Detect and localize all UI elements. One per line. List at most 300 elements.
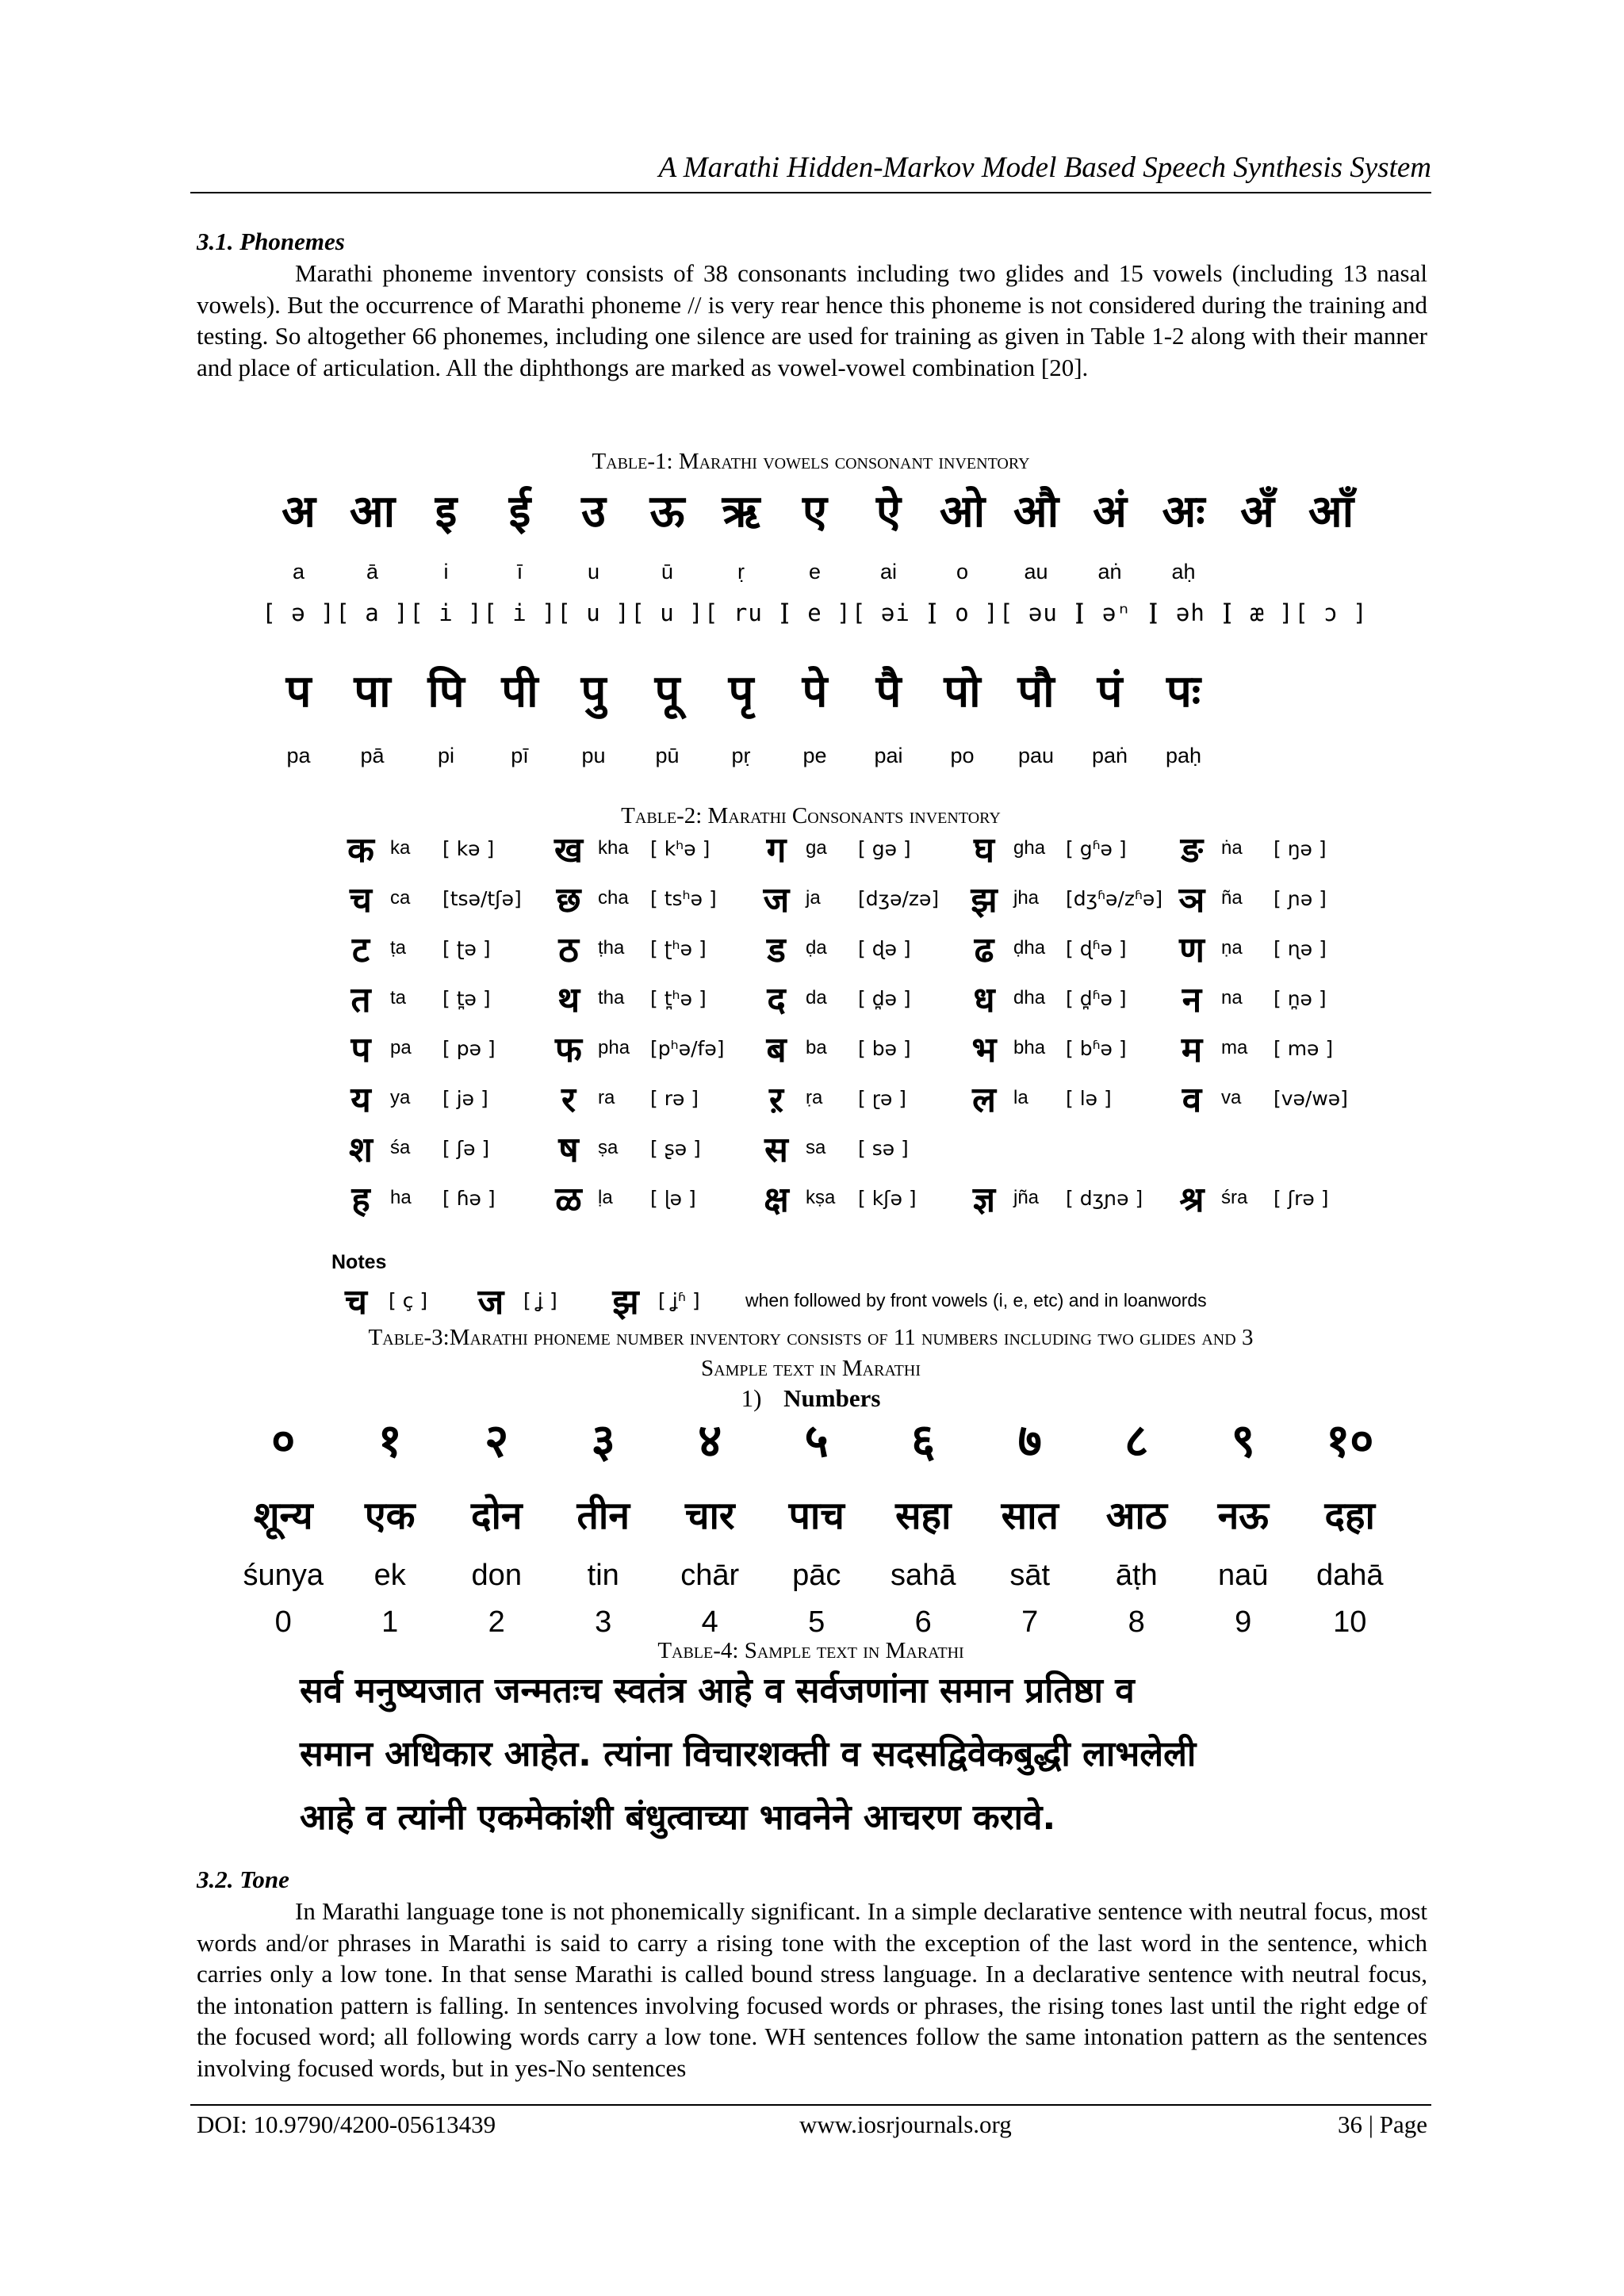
consonant-translit: ga	[806, 837, 827, 859]
vowel-translit: o	[956, 560, 969, 584]
consonant-ipa: [pʰə/fə]	[650, 1036, 725, 1060]
consonant-cell	[747, 1024, 955, 1072]
consonant-glyph: श्र	[1179, 1180, 1205, 1220]
vowel-translit: ai	[879, 560, 897, 584]
consonant-ipa: [tsə/tʃə]	[442, 886, 522, 910]
vowel-glyph: ए	[802, 486, 827, 538]
consonant-glyph: ङ	[1180, 830, 1204, 871]
number-arabic-row	[230, 1605, 1404, 1640]
consonant-ipa: [ tsʰə ]	[650, 886, 717, 910]
consonant-glyph: च	[350, 880, 372, 920]
consonant-glyph: ठ	[558, 930, 579, 970]
footer-website: www.iosrjournals.org	[799, 2110, 1012, 2138]
vowel-ipa: [ əⁿ ]	[1073, 599, 1161, 626]
number-digit: ३	[591, 1414, 615, 1468]
consonant-glyph: ध	[973, 980, 995, 1020]
consonant-cell	[539, 974, 747, 1022]
section-heading-tone: 3.2. Tone	[197, 1866, 289, 1893]
consonant-glyph: ज्ञ	[972, 1180, 996, 1220]
header-rule	[190, 192, 1431, 193]
vowel-glyph: औ	[1013, 486, 1059, 538]
consonant-cell	[1162, 874, 1370, 922]
consonant-ipa: [ bə ]	[858, 1036, 911, 1060]
consonant-ipa: [ sə ]	[858, 1136, 909, 1160]
vowel-translit	[1294, 560, 1368, 584]
number-word: नऊ	[1217, 1494, 1269, 1538]
pa-form-glyph: पे	[802, 666, 828, 718]
table3-caption-line1: Table-3:Marathi phoneme number inventory consists of 11 numbers including two glides and 3	[368, 1325, 1254, 1350]
number-digit: ७	[1017, 1414, 1042, 1468]
pa-form-translit: pi	[437, 744, 454, 767]
notes-text: when followed by front vowels (i, e, etc) and in loanwords	[745, 1289, 1207, 1311]
consonant-ipa: [ ɲə ]	[1274, 886, 1327, 910]
consonant-translit: ya	[390, 1087, 411, 1108]
consonant-glyph: स	[764, 1130, 788, 1170]
vowel-ipa-row	[262, 599, 1388, 626]
sample-text-line-2: समान अधिकार आहेत. त्यांना विचारशक्ती व सदसद्विवेकबुद्धी लाभलेली	[300, 1734, 1197, 1774]
number-arabic: 7	[1021, 1605, 1039, 1639]
consonant-translit: gha	[1013, 837, 1046, 859]
consonant-glyph: ळ	[555, 1180, 582, 1220]
pa-form-glyph: पि	[427, 666, 465, 718]
note-glyph: ज	[477, 1282, 504, 1322]
number-romanized: sahā	[891, 1559, 956, 1592]
note-ipa: [ ʝ ]	[523, 1288, 557, 1312]
consonant-ipa: [ gə ]	[858, 836, 911, 860]
consonant-glyph: ज	[763, 880, 790, 920]
phonemes-paragraph-text: Marathi phoneme inventory consists of 38 consonants including two glides and 15 vowels (including 13 nasal vowels). But the occurrence of Marathi phoneme // is very rear hence this phoneme is not considered during the training and testing. So altogether 66 phonemes, including one silence are used for training as given in Table 1-2 along with their manner and place of articulation. All the diphthongs are marked as vowel-vowel combination [20].	[197, 259, 1427, 381]
consonant-translit: bha	[1013, 1037, 1046, 1058]
vowel-translit-row	[262, 560, 1388, 584]
vowel-glyph: ऋ	[722, 486, 760, 538]
consonant-cell	[955, 825, 1162, 872]
consonant-glyph: र	[561, 1080, 576, 1120]
number-digit: ४	[698, 1414, 722, 1468]
consonant-glyph: थ	[557, 980, 580, 1020]
consonant-cell	[955, 874, 1162, 922]
pa-form-translit: pū	[655, 744, 680, 767]
number-word: दहा	[1324, 1494, 1375, 1538]
consonant-ipa: [ n̪ə ]	[1274, 986, 1327, 1010]
consonant-translit: ma	[1221, 1037, 1248, 1058]
consonant-ipa: [ ʈə ]	[442, 936, 491, 960]
vowel-ipa: [ ɔ ]	[1294, 599, 1368, 626]
consonant-ipa: [dʒʱə/zʱə]	[1066, 886, 1163, 910]
consonant-translit: ḍha	[1013, 937, 1046, 959]
consonant-ipa: [ ʃrə ]	[1274, 1186, 1329, 1210]
consonant-translit: ta	[390, 987, 407, 1008]
number-romanized: chār	[680, 1559, 740, 1592]
consonant-row	[331, 924, 1370, 972]
consonant-ipa: [ ɖʱə ]	[1066, 936, 1127, 960]
consonant-glyph: न	[1182, 980, 1202, 1020]
consonant-cell	[539, 825, 747, 872]
consonant-glyph: व	[1182, 1080, 1202, 1120]
consonant-cell	[1162, 1174, 1370, 1222]
consonant-cell	[1162, 1024, 1370, 1072]
consonant-translit: ḷa	[598, 1187, 613, 1208]
note-glyph: झ	[612, 1282, 639, 1322]
consonant-cell	[747, 1124, 955, 1172]
consonant-translit: pa	[390, 1037, 412, 1058]
consonant-translit: ra	[598, 1087, 615, 1108]
number-romanized: don	[471, 1559, 522, 1592]
consonant-cell	[539, 1024, 747, 1072]
consonant-glyph: घ	[973, 830, 994, 871]
number-romanized: pāc	[792, 1559, 841, 1592]
consonant-glyph: द	[767, 980, 786, 1020]
consonant-cell	[539, 1124, 747, 1172]
consonant-cell	[539, 1174, 747, 1222]
consonant-translit: ña	[1221, 887, 1243, 909]
number-word: शून्य	[253, 1494, 313, 1538]
consonant-ipa: [ bʱə ]	[1066, 1036, 1127, 1060]
number-word: आठ	[1105, 1494, 1167, 1538]
pa-translit-row	[262, 744, 1388, 768]
phonemes-paragraph	[197, 258, 1427, 383]
vowel-ipa: [ u ]	[557, 599, 630, 626]
vowel-ipa: [ ru ]	[704, 599, 792, 626]
consonant-glyph: ह	[351, 1180, 370, 1220]
number-word: सात	[1001, 1494, 1059, 1538]
pa-form-glyph: पः	[1166, 666, 1201, 718]
pa-form-glyph: पा	[354, 666, 391, 718]
pa-form-glyph: पं	[1097, 666, 1123, 718]
consonant-translit: ba	[806, 1037, 827, 1058]
consonant-row	[331, 974, 1370, 1022]
pa-form-glyph: प	[285, 666, 312, 718]
consonant-translit: ṭa	[390, 937, 407, 959]
vowel-glyph: उ	[581, 486, 606, 538]
note-ipa: [ ʝʱ ]	[658, 1288, 700, 1312]
consonant-translit: cha	[598, 887, 629, 909]
vowel-ipa: [ ə ]	[262, 599, 335, 626]
consonant-row	[331, 1074, 1370, 1122]
consonant-row	[331, 874, 1370, 922]
vowel-translit	[1220, 560, 1294, 584]
vowel-translit: ī	[516, 560, 523, 584]
consonant-ipa: [ ɽə ]	[858, 1086, 907, 1110]
consonant-translit: pha	[598, 1037, 630, 1058]
consonant-ipa: [ ʂə ]	[650, 1136, 701, 1160]
consonant-glyph: ऱ	[769, 1080, 783, 1120]
tone-paragraph-text: In Marathi language tone is not phonemically significant. In a simple declarative sentence with neutral focus, most words and/or phrases in Marathi is said to carry a rising tone with the exception of the last word in the sentence, which carries only a low tone. In that sense Marathi is called bound stress language. In a declarative sentence with neutral focus, the intonation pattern is falling. In sentences involving focused words or phrases, the rising tones last until the right edge of the focused word; all following words carry a low tone. WH sentences follow the same intonation pattern as the sentences involving focused words, but in yes-No sentences	[197, 1897, 1427, 2082]
consonant-row	[331, 825, 1370, 872]
numbers-heading-num: 1)	[741, 1384, 762, 1412]
number-arabic: 8	[1128, 1605, 1145, 1639]
vowel-glyph: ई	[508, 486, 531, 538]
vowel-glyph: अँ	[1240, 486, 1274, 538]
consonant-glyph: त	[350, 980, 371, 1020]
number-arabic: 1	[381, 1605, 399, 1639]
number-romanized: āṭh	[1115, 1559, 1158, 1592]
consonant-ipa: [ kə ]	[442, 836, 495, 860]
consonant-ipa: [ kʰə ]	[650, 836, 710, 860]
consonant-cell	[747, 924, 955, 972]
consonant-cell	[331, 974, 539, 1022]
consonant-cell	[747, 974, 955, 1022]
number-arabic: 2	[488, 1605, 505, 1639]
vowel-translit: ā	[366, 560, 379, 584]
consonant-cell	[1162, 1074, 1370, 1122]
table2-caption: Table-2: Marathi Consonants inventory	[621, 803, 1001, 828]
consonant-cell	[747, 1174, 955, 1222]
footer-doi: DOI: 10.9790/4200-05613439	[197, 2110, 496, 2138]
consonant-translit: dha	[1013, 987, 1046, 1008]
number-romanized: dahā	[1316, 1559, 1384, 1592]
number-arabic: 6	[914, 1605, 932, 1639]
number-word: सहा	[895, 1494, 952, 1538]
consonant-translit: ṅa	[1221, 837, 1243, 859]
vowel-ipa: [ e ]	[778, 599, 852, 626]
consonant-cell	[539, 874, 747, 922]
consonant-translit: ha	[390, 1187, 412, 1208]
notes-row	[331, 1278, 1207, 1322]
consonant-glyph: ग	[766, 830, 787, 871]
number-word: दोन	[470, 1494, 523, 1538]
consonant-cell	[955, 1074, 1162, 1122]
number-digit: ८	[1124, 1414, 1149, 1468]
consonant-ipa: [ ʈʰə ]	[650, 936, 707, 960]
vowel-ipa: [ a ]	[335, 599, 409, 626]
table4-caption: Table-4: Sample text in Marathi	[657, 1638, 964, 1663]
number-digit: ९	[1231, 1414, 1255, 1468]
consonant-translit: la	[1013, 1087, 1028, 1108]
vowel-ipa: [ o ]	[925, 599, 999, 626]
vowel-translit: aṅ	[1097, 560, 1122, 584]
consonant-translit: ṣa	[598, 1137, 619, 1158]
vowel-glyph: ओ	[939, 486, 986, 538]
pa-form-glyph: पृ	[728, 666, 754, 718]
consonant-translit: jña	[1013, 1187, 1040, 1208]
consonant-ipa: [ kʃə ]	[858, 1186, 917, 1210]
consonant-translit: kṣa	[806, 1187, 836, 1208]
number-arabic: 3	[595, 1605, 612, 1639]
number-word: पाच	[788, 1494, 845, 1538]
consonant-translit: ka	[390, 837, 411, 859]
vowel-translit: au	[1024, 560, 1048, 584]
vowel-translit: i	[443, 560, 449, 584]
consonant-glyph: भ	[971, 1030, 997, 1070]
consonant-ipa: [ ɳə ]	[1274, 936, 1327, 960]
consonant-translit: śra	[1221, 1187, 1248, 1208]
consonant-translit: da	[806, 987, 827, 1008]
consonant-translit: va	[1221, 1087, 1242, 1108]
number-arabic: 4	[701, 1605, 718, 1639]
pa-form-translit: pī	[511, 744, 529, 767]
consonant-row	[331, 1024, 1370, 1072]
pa-form-translit: pa	[286, 744, 311, 767]
vowel-glyph: अः	[1162, 486, 1205, 538]
number-digit: १	[377, 1414, 402, 1468]
vowel-glyph: आ	[349, 486, 396, 538]
note-glyph: च	[345, 1282, 367, 1322]
consonant-translit: ṛa	[806, 1087, 823, 1108]
consonant-translit: ja	[806, 887, 821, 909]
number-word: एक	[365, 1494, 416, 1538]
consonant-cell	[1162, 974, 1370, 1022]
vowel-ipa: [ əu ]	[999, 599, 1087, 626]
consonant-translit: ṭha	[598, 937, 625, 959]
consonant-cell	[331, 1074, 539, 1122]
note-ipa: [ ç ]	[389, 1288, 428, 1312]
number-digit-row	[230, 1407, 1404, 1470]
vowel-ipa: [ əi ]	[852, 599, 940, 626]
sample-text-line-3: आहे व त्यांनी एकमेकांशी बंधुत्वाच्या भावनेने आचरण करावे.	[300, 1797, 1056, 1838]
consonant-translit: ḍa	[806, 937, 827, 959]
vowel-translit: ū	[661, 560, 674, 584]
tone-paragraph	[197, 1896, 1427, 2084]
consonant-ipa: [ ʃə ]	[442, 1136, 490, 1160]
pa-glyph-row	[262, 660, 1388, 720]
consonant-cell	[539, 1074, 747, 1122]
consonant-cell	[331, 924, 539, 972]
consonant-cell	[955, 974, 1162, 1022]
pa-form-translit: pu	[581, 744, 606, 767]
consonant-ipa: [və/wə]	[1274, 1086, 1348, 1110]
consonant-row	[331, 1174, 1370, 1222]
consonant-glyph: म	[1181, 1030, 1203, 1070]
consonant-ipa: [ ɭə ]	[650, 1186, 696, 1210]
consonant-glyph: झ	[971, 880, 998, 920]
consonant-glyph: श	[349, 1130, 373, 1170]
consonant-ipa: [ d̪ə ]	[858, 986, 911, 1010]
consonant-glyph: प	[350, 1030, 371, 1070]
consonant-translit: ca	[390, 887, 411, 909]
vowel-ipa: [ i ]	[409, 599, 483, 626]
pa-form-glyph: पै	[875, 666, 902, 718]
consonant-glyph: ण	[1179, 930, 1205, 970]
number-arabic: 0	[274, 1605, 292, 1639]
consonant-ipa: [ ɦə ]	[442, 1186, 496, 1210]
consonant-ipa: [ ŋə ]	[1274, 836, 1327, 860]
pa-form-glyph: पौ	[1017, 666, 1055, 718]
consonant-glyph: फ	[555, 1030, 582, 1070]
footer-rule	[190, 2104, 1431, 2106]
consonant-cell	[747, 1074, 955, 1122]
consonant-cell	[331, 1174, 539, 1222]
table3-caption	[190, 1322, 1431, 1384]
pa-form-translit: paṅ	[1091, 744, 1128, 767]
consonant-glyph: ञ	[1178, 880, 1205, 920]
running-header: A Marathi Hidden-Markov Model Based Speech Synthesis System	[658, 151, 1431, 184]
vowel-glyph: ऊ	[649, 486, 685, 538]
pa-form-translit: pṛ	[731, 744, 751, 767]
vowel-ipa: [ əh ]	[1147, 599, 1235, 626]
consonant-glyph: ड	[767, 930, 786, 970]
consonant-cell	[331, 874, 539, 922]
consonant-cell	[331, 1124, 539, 1172]
number-digit: ६	[911, 1414, 936, 1468]
table1-caption: Table-1: Marathi vowels consonant inventory	[592, 449, 1030, 474]
pa-form-translit: po	[950, 744, 975, 767]
sample-text-line-1: सर्व मनुष्यजात जन्मतःच स्वतंत्र आहे व सर्वजणांना समान प्रतिष्ठा व	[300, 1670, 1135, 1711]
pa-form-glyph: पी	[501, 666, 538, 718]
vowel-glyph: आँ	[1308, 486, 1354, 538]
numbers-heading-label: Numbers	[783, 1384, 881, 1412]
consonant-cell	[331, 825, 539, 872]
consonant-cell	[539, 924, 747, 972]
vowel-ipa: [ æ ]	[1220, 599, 1294, 626]
consonant-glyph: ख	[554, 830, 583, 871]
consonant-ipa: [ jə ]	[442, 1086, 488, 1110]
pa-form-translit: paḥ	[1165, 744, 1202, 767]
consonant-translit: śa	[390, 1137, 411, 1158]
vowel-glyph: अं	[1093, 486, 1127, 538]
number-word: तीन	[576, 1494, 630, 1538]
consonant-ipa: [ t̪ʰə ]	[650, 986, 707, 1010]
vowel-glyph-row	[262, 480, 1388, 540]
number-digit: ०	[271, 1414, 296, 1468]
pa-form-translit: pau	[1017, 744, 1055, 767]
number-arabic: 9	[1235, 1605, 1252, 1639]
table3-caption-line2: Sample text in Marathi	[701, 1356, 921, 1381]
consonant-ipa: [ ɖə ]	[858, 936, 911, 960]
number-word: चार	[684, 1494, 735, 1538]
vowel-glyph: ऐ	[876, 486, 901, 538]
number-arabic: 5	[808, 1605, 825, 1639]
number-arabic: 10	[1333, 1605, 1367, 1639]
consonant-ipa: [dʒə/zə]	[858, 886, 940, 910]
consonant-translit: sa	[806, 1137, 826, 1158]
pa-form-glyph: पो	[944, 666, 981, 718]
consonant-ipa: [ rə ]	[650, 1086, 699, 1110]
consonant-translit: na	[1221, 987, 1243, 1008]
consonant-ipa: [ gʱə ]	[1066, 836, 1127, 860]
number-romanized-row	[230, 1559, 1404, 1593]
consonant-glyph: ष	[558, 1130, 579, 1170]
number-romanized: tin	[587, 1559, 619, 1592]
consonant-cell	[955, 924, 1162, 972]
consonant-cell	[955, 1024, 1162, 1072]
vowel-ipa: [ i ]	[483, 599, 557, 626]
consonant-glyph: क्ष	[764, 1180, 789, 1220]
consonant-glyph: छ	[556, 880, 581, 920]
consonant-glyph: ट	[351, 930, 370, 970]
consonant-translit: jha	[1013, 887, 1040, 909]
consonant-cell	[747, 825, 955, 872]
number-romanized: sāt	[1009, 1559, 1051, 1592]
vowel-glyph: अ	[282, 486, 316, 538]
consonant-translit: ṇa	[1221, 937, 1243, 959]
pa-form-translit: pā	[360, 744, 385, 767]
notes-title: Notes	[331, 1251, 387, 1273]
consonant-glyph: ढ	[974, 930, 994, 970]
number-digit: २	[485, 1414, 509, 1468]
consonant-cell	[1162, 825, 1370, 872]
vowel-translit: ṛ	[737, 560, 745, 584]
vowel-translit: aḥ	[1171, 560, 1196, 584]
vowel-translit: a	[292, 560, 305, 584]
number-word-row	[230, 1489, 1404, 1540]
consonant-glyph: ब	[766, 1030, 787, 1070]
number-digit: १०	[1326, 1414, 1374, 1468]
vowel-translit: e	[808, 560, 822, 584]
pa-form-translit: pe	[802, 744, 827, 767]
consonant-ipa: [ lə ]	[1066, 1086, 1112, 1110]
consonant-ipa: [ mə ]	[1274, 1036, 1334, 1060]
pa-form-translit: pai	[874, 744, 903, 767]
vowel-ipa: [ u ]	[630, 599, 704, 626]
footer-page-number: 36 | Page	[1338, 2110, 1427, 2138]
consonant-ipa: [ t̪ə ]	[442, 986, 491, 1010]
consonant-ipa: [ pə ]	[442, 1036, 496, 1060]
consonant-cell	[747, 874, 955, 922]
vowel-translit: u	[587, 560, 600, 584]
vowel-glyph: इ	[435, 486, 458, 538]
number-romanized: ek	[373, 1559, 406, 1592]
number-romanized: naū	[1218, 1559, 1269, 1592]
